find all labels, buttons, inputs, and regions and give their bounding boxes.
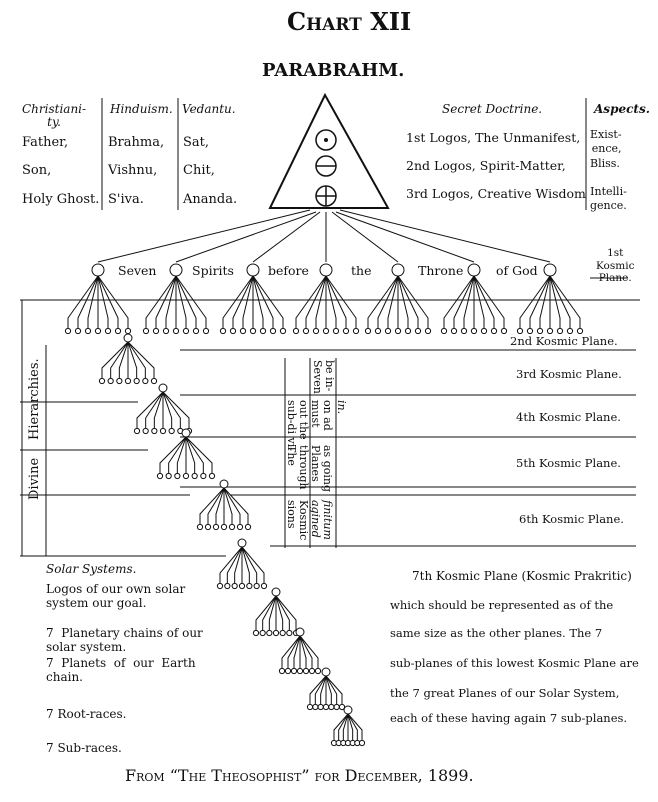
vertical-text: sub-di vi- bbox=[285, 400, 298, 451]
hierarchy-fan bbox=[331, 706, 364, 746]
divine-label: Divine bbox=[27, 457, 42, 500]
secret-doctrine-item: 1st Logos, The Unmanifest, bbox=[406, 130, 581, 145]
page-title: PARABRAHM. bbox=[262, 60, 405, 81]
christianity-item: Father, bbox=[22, 135, 69, 150]
first-kosmic-plane: 1st Kosmic Plane. bbox=[596, 247, 635, 285]
vedanta-item: Sat, bbox=[183, 135, 210, 150]
hierarchy-fan bbox=[307, 668, 344, 710]
solar-item: 7 Root-races. bbox=[46, 707, 127, 721]
vertical-text: out the bbox=[297, 400, 310, 440]
fourth-kosmic-plane: 4th Kosmic Plane. bbox=[516, 410, 621, 424]
logos-triangle bbox=[270, 95, 388, 208]
hinduism-item: Brahma, bbox=[108, 135, 165, 150]
chart-label: Chart XII bbox=[287, 7, 412, 36]
hierarchy-fan bbox=[217, 539, 266, 589]
seventh-plane-line: each of these having again 7 sub-planes. bbox=[390, 711, 628, 725]
hierarchy-fan bbox=[157, 429, 214, 479]
aspects-heading: Aspects. bbox=[594, 102, 650, 116]
third-kosmic-plane: 3rd Kosmic Plane. bbox=[516, 367, 622, 381]
vertical-text: Seven bbox=[311, 360, 324, 394]
vertical-text: be in- bbox=[323, 360, 336, 392]
vertical-text: sions bbox=[285, 500, 298, 529]
vertical-text: agined bbox=[309, 500, 322, 538]
solar-item: 7 Planets of our Earth chain. bbox=[46, 656, 196, 685]
aspects-item: Exist- ence, bbox=[590, 128, 622, 156]
solar-item: 7 Planetary chains of our solar system. bbox=[46, 626, 203, 655]
second-kosmic-plane: 2nd Kosmic Plane. bbox=[510, 334, 618, 348]
vedanta-item: Chit, bbox=[183, 163, 215, 178]
vertical-text: Kosmic bbox=[297, 500, 310, 541]
fifth-kosmic-plane: 5th Kosmic Plane. bbox=[516, 456, 621, 470]
sixth-kosmic-plane: 6th Kosmic Plane. bbox=[519, 512, 624, 526]
solar-item: 7 Sub-races. bbox=[46, 741, 122, 755]
seventh-plane-line: 7th Kosmic Plane (Kosmic Prakritic) bbox=[412, 569, 632, 583]
footer-caption: From “The Theosophist” for December, 1899. bbox=[125, 766, 474, 785]
vertical-text: finitum bbox=[321, 500, 334, 540]
vertical-text: in. bbox=[335, 400, 348, 415]
spirits-word: of God bbox=[496, 263, 538, 278]
hierarchy-fan bbox=[253, 588, 298, 636]
secret-doctrine-item: 2nd Logos, Spirit-Matter, bbox=[406, 158, 566, 173]
vertical-text: as going bbox=[321, 445, 334, 493]
spirits-word: before bbox=[268, 263, 309, 278]
seventh-plane-line: the 7 great Planes of our Solar System, bbox=[390, 686, 620, 700]
solar-item: Logos of our own solar system our goal. bbox=[46, 582, 186, 611]
solar-heading: Solar Systems. bbox=[46, 562, 137, 576]
vertical-text: Planes bbox=[309, 445, 322, 482]
spirits-word: Throne bbox=[418, 263, 464, 278]
vertical-text: must bbox=[309, 400, 322, 428]
aspects-item: Intelli- gence. bbox=[590, 185, 627, 213]
hierarchy-fan bbox=[134, 384, 191, 434]
vertical-text: through bbox=[297, 445, 310, 490]
secret-doctrine-item: 3rd Logos, Creative Wisdom bbox=[406, 186, 586, 201]
spirits-word: Seven bbox=[118, 263, 157, 278]
hinduism-item: S'iva. bbox=[108, 192, 144, 207]
secret-doctrine-heading: Secret Doctrine. bbox=[442, 102, 543, 116]
vedanta-heading: Vedantu. bbox=[182, 102, 236, 116]
vertical-text: The bbox=[285, 445, 298, 466]
seventh-plane-line: sub-planes of this lowest Kosmic Plane are bbox=[390, 656, 639, 670]
seventh-plane-line: which should be represented as of the bbox=[390, 598, 614, 612]
seventh-plane-line: same size as the other planes. The 7 bbox=[390, 626, 603, 640]
hinduism-heading: Hinduism. bbox=[110, 102, 173, 116]
christianity-item: Son, bbox=[22, 163, 52, 178]
hierarchy-fan bbox=[99, 334, 156, 384]
hinduism-item: Vishnu, bbox=[108, 163, 158, 178]
aspects-item: Bliss. bbox=[590, 157, 620, 170]
spirits-word: Spirits bbox=[192, 263, 234, 278]
christianity-item: Holy Ghost. bbox=[22, 192, 100, 207]
vertical-text: on ad bbox=[321, 400, 334, 431]
hierarchy-fan bbox=[279, 628, 320, 674]
christianity-heading: Christiani- ty. bbox=[22, 102, 87, 130]
hierarchies-label: Hierarchies. bbox=[27, 358, 42, 440]
vedanta-item: Ananda. bbox=[183, 192, 238, 207]
spirits-word: the bbox=[351, 263, 372, 278]
